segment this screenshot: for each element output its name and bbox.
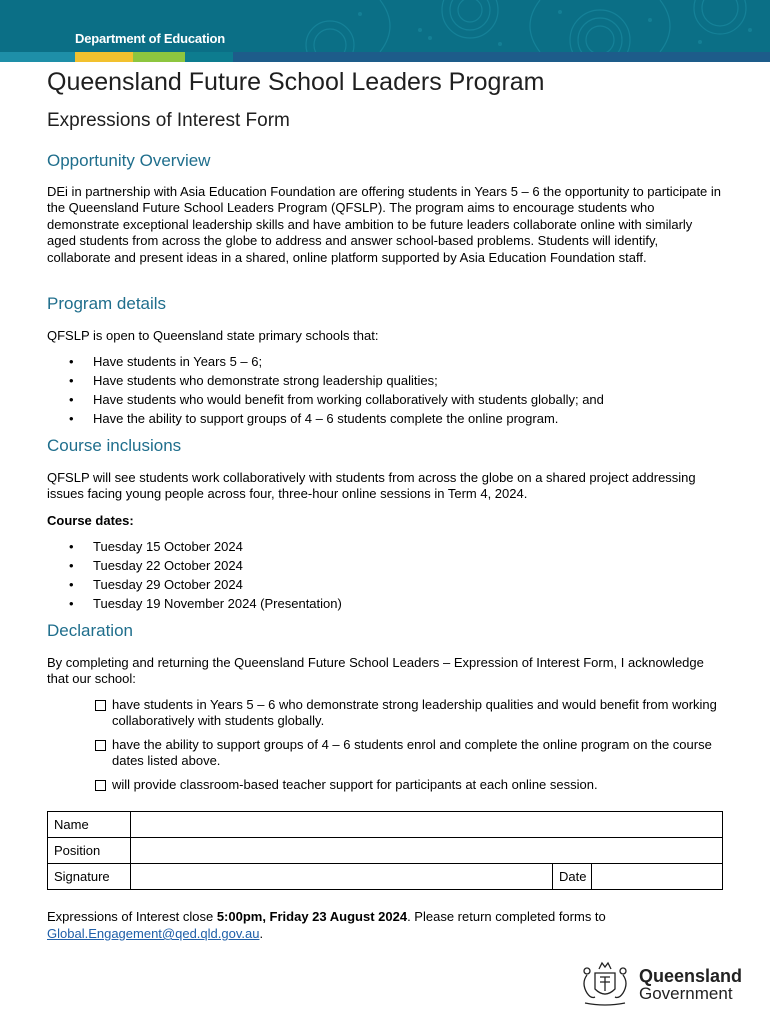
page-title: Queensland Future School Leaders Program (47, 68, 545, 96)
name-field[interactable] (131, 812, 723, 838)
coat-of-arms-icon (575, 955, 635, 1010)
footer-end: . (259, 926, 264, 941)
overview-body: DEi in partnership with Asia Education Foundation are offering students in Years 5 – 6 the opportunity to participate in the Queensland Future School Leaders Program (QFSLP). The program aims to encourage students who demonstrate exceptional leadership skills and have ambition to be future leaders collaborate online with similarly aged students from across the globe to address and answer school-based problems. Students will identify, collaborate and present ideas in a shared, online platform supported by Asia Education Foundation staff. (47, 184, 722, 265)
list-item: • Have students who would benefit from working collaboratively with students globally; and (47, 390, 604, 409)
checkbox-icon[interactable] (95, 780, 106, 791)
date-label: Date (553, 864, 592, 890)
signature-label: Signature (48, 864, 131, 890)
page-subtitle: Expressions of Interest Form (47, 110, 290, 131)
footer-suffix: . Please return completed forms to (407, 909, 606, 924)
checkbox-icon[interactable] (95, 740, 106, 751)
queensland-government-logo (575, 955, 755, 1010)
footer-prefix: Expressions of Interest close (47, 909, 217, 924)
checkbox-icon[interactable] (95, 700, 106, 711)
check-label: have the ability to support groups of 4 – 6 students enrol and complete the online program on the course dates listed above. (112, 736, 712, 769)
logo-line-2: Government (639, 984, 733, 1003)
name-label: Name (48, 812, 131, 838)
course-dates-list (47, 537, 342, 613)
course-body: QFSLP will see students work collaboratively with students from across the globe on a shared project addressing issues facing young people across four, three-hour online sessions in Term 4, 2024. (47, 470, 696, 502)
declaration-check-1[interactable] (95, 697, 722, 730)
signature-table (47, 811, 723, 890)
list-item: • Have students in Years 5 – 6; (47, 352, 604, 371)
overview-heading: Opportunity Overview (47, 151, 211, 170)
logo-line-1: Queensland (639, 966, 743, 986)
stripe-4 (185, 52, 233, 62)
position-label: Position (48, 838, 131, 864)
program-list (47, 352, 604, 428)
deadline: 5:00pm, Friday 23 August 2024 (216, 909, 408, 924)
department-name: Department of Education (75, 31, 225, 46)
program-heading: Program details (47, 294, 167, 313)
declaration-heading: Declaration (47, 621, 133, 640)
list-item: • Have the ability to support groups of 4 – 6 students complete the online program. (47, 409, 604, 428)
stripe-3 (133, 52, 185, 62)
list-item: • Tuesday 22 October 2024 (47, 556, 342, 575)
stripe-1 (0, 52, 75, 62)
logo-wordmark (639, 968, 742, 1002)
date-field[interactable] (592, 864, 723, 890)
list-item: • Tuesday 19 November 2024 (Presentation) (47, 594, 342, 613)
stripe-2 (75, 52, 133, 62)
program-intro: QFSLP is open to Queensland state primary schools that: (47, 328, 379, 343)
check-label: have students in Years 5 – 6 who demonstrate strong leadership qualities and would benefit from working collaboratively with students globally. (112, 697, 717, 729)
declaration-checklist (95, 697, 722, 800)
check-label: will provide classroom-based teacher support for participants at each online session. (112, 776, 598, 792)
signature-field[interactable] (131, 864, 553, 890)
list-item: • Have students who demonstrate strong leadership qualities; (47, 371, 604, 390)
course-heading: Course inclusions (47, 436, 182, 455)
course-dates-label: Course dates: (47, 513, 134, 528)
color-stripes (0, 52, 770, 62)
declaration-check-2[interactable] (95, 737, 722, 770)
declaration-intro: By completing and returning the Queensland Future School Leaders – Expression of Interest Form, I acknowledge that our school: (47, 655, 704, 687)
list-item: • Tuesday 15 October 2024 (47, 537, 342, 556)
stripe-5 (233, 52, 770, 62)
header-banner (0, 0, 770, 52)
list-item: • Tuesday 29 October 2024 (47, 575, 342, 594)
declaration-check-3[interactable] (95, 777, 722, 793)
position-field[interactable] (131, 838, 723, 864)
email-link[interactable]: Global.Engagement@qed.qld.gov.au (47, 926, 260, 941)
footer-note (47, 908, 727, 942)
